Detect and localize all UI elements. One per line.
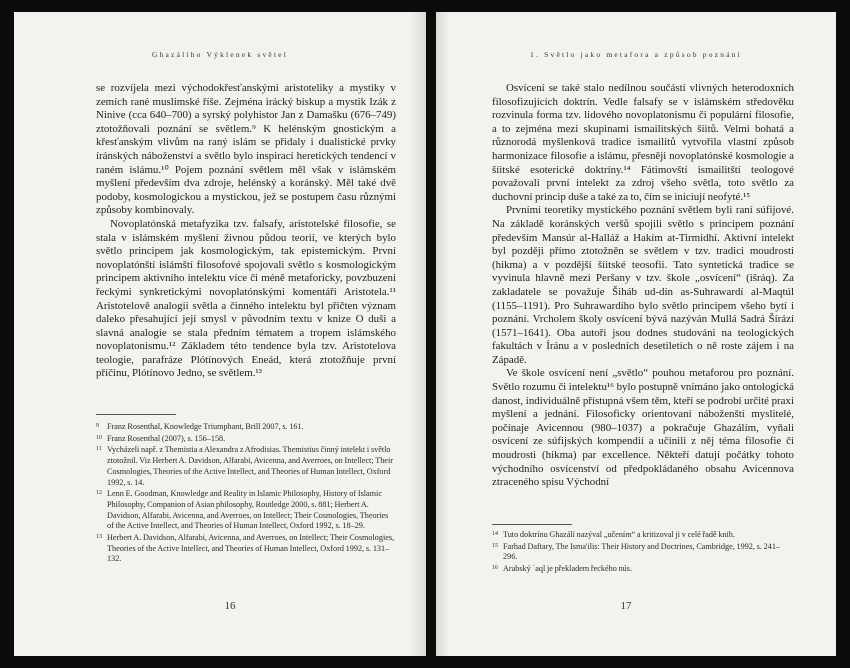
paragraph: Ve škole osvícení není „světlo“ pouhou metaforou pro poznání. Světlo rozumu či intelektu¹⁶ bylo postupně vnímáno jako ontologická danost, individuálně přístupná všem těm, kteří se podrobí určité praxi myšlení a jednání. Filosoficky orientovaní náboženští myslitelé, počínaje Avicennou (980–1037) a pokračuje Ghazálím, vyňali osvícení ze súfijských kompendií a učinili z něj téma filosofie či moudrosti (hikma) par excellence. Někteří datují počátky tohoto východního osvícenství od předpokládaného obsahu Avicennova ztraceného spisu Východní [492, 367, 794, 489]
gutter-shadow [436, 12, 450, 656]
footnote-rule [492, 524, 572, 525]
footnote-text: Franz Rosenthal, Knowledge Triumphant, Brill 2007, s. 161. [107, 422, 304, 431]
footnote-number: 14 [492, 531, 498, 537]
footnote-number: 13 [96, 534, 102, 541]
right-page [436, 12, 836, 656]
running-head: 1. Světlo jako metafora a způsob poznání [530, 50, 742, 59]
footnote-number: 10 [96, 434, 102, 441]
page-number: 17 [620, 600, 632, 612]
left-page [14, 12, 426, 656]
footnote-text: Franz Rosenthal (2007), s. 156–158. [107, 433, 226, 443]
paragraph: se rozvíjela mezi východokřesťanskými aristoteliky a mystiky v zemích rané muslimské říše. Zejména irácký biskup a mystik Izák z Ninive (cca 640–700) a syrský polyhistor Jan z Damašku (676–749) ztotožňovali poznání se světlem.⁹ K helénským gnostickým a křesťanským vlivům na raný islám se přidaly i dualistické prvky íránských náboženství a světlo bylo inspirací heretických tendencí v raném islámu.¹⁰ Pojem poznání světlem měl však v islámském myšlení především dva zdroje, helénský a koránský. Měl také dvě podoby, kosmologickou a mystickou, jež se postupem času různými způsoby kombinovaly. [96, 82, 396, 217]
footnote [492, 564, 794, 575]
footnotes [492, 530, 794, 576]
footnote-number: 12 [96, 490, 102, 497]
footnote [96, 533, 396, 565]
footnote-text: Tuto doktrínu Ghazálí nazýval „učením“ a kritizoval ji v celé řadě knih. [503, 530, 735, 539]
footnote-text: Lenn E. Goodman, Knowledge and Reality in Islamic Philosophy, History of Islamic Philosophy, Companion of Asian philosophy, Routledge 2000, s. 881; Herbert A. Davidson, Alfarabi, Avicenna, and Averroes, on Intellect; Their Cosmologies, Theories of the Active Intellect, and Theories of Human Intellect, Oxford 1992, s. 18–29. [107, 489, 389, 531]
footnote-text: Vycházeli např. z Themistia a Alexandra z Afrodisias. Themistius činný intelekt i světlo ztotožnil. Viz Herbert A. Davidson, Alfarabi, Avicenna, and Averroes, on Intellect; Their Cosmologies, Theories of the Active Intellect, and Theories of Human Intellect, Oxford 1992, s. 14. [107, 445, 393, 487]
page-number: 16 [224, 600, 236, 612]
footnote [96, 434, 396, 445]
paragraph: Prvními teoretiky mystického poznání světlem byli raní súfijové. Na základě koránských veršů spojili světlo s principem poznání především Mansúr al-Halláž a Hakím at-Tirmidhí. Aktivní intelekt byl později přímo ztotožněn se světlem v tzv. tradici moudrosti (hikma) a v pozdější šíitské teosofii. Tato syntetická tradice se vyvinula hlavně mezi Peršany v tzv. škole „osvícení“ (išráq). Za zakladatele se považuje Šiháb ud-dín as-Suhrawardí al-Maqtúl (1155–1191). Pro Suhrawardího bylo světlo principem všeho bytí i poznání. Vrcholem školy osvícení bývá nazýván Mullá Sadrá Šírází (1571–1641). Oba autoři jsou dodnes studováni na teologických fakultách v Íránu a v posledních desetiletích o ně roste zájem i na Západě. [492, 204, 794, 366]
footnote-number: 16 [492, 565, 498, 572]
body-text [96, 82, 396, 381]
footnote-text: Herbert A. Davidson, Alfarabi, Avicenna, and Averroes, on Intellect; Their Cosmologies, Theories of the Active Intellect, and Theories of Human Intellect, Oxford 1992, s. 131–132. [107, 533, 395, 564]
paragraph: Osvícení se také stalo nedílnou součástí vlivných heterodoxních filosofizujících doktrín. Vedle falsafy se v islámském středověku rozvinula forma tzv. lidového novoplatonismu či populární filosofie, a to zejména mezi skupinami ismailitských šíitů. Velmi bohatá a různorodá myšlenková tradice ismailitů vytvořila vlastní způsob harmonizace filosofie a islámu, přesněji novoplatónské kosmologie a šíitské esoterické doktríny.¹⁴ Fátimovští ismailitští teologové považovali první intelekt za zdroj všeho světla, toto světlo za duchovní princip duše a také za to, čím se iniciují neofyté.¹⁵ [492, 82, 794, 203]
footnote [96, 445, 396, 488]
paragraph: Novoplatónská metafyzika tzv. falsafy, aristotelské filosofie, se stala v islámském myšlení živnou půdou teorií, ve kterých bylo světlo principem jak kosmologickým, tak epistemickým. První novoplatónští islámští filosofové spojovali světlo s kosmologickým principem aktivního intelektu více či méně metaforicky, povzbuzeni řeckými synkretickými novoplatónskými komentáři Aristotela.¹¹ Aristotelově analogii světla a činného intelektu byl přičten význam daleko přesahující její smysl v původním textu v knize O duši a slavná analogie se stala předním tématem a tropem islámského novoplatonismu.¹² Základem této tendence byla tzv. Aristotelova teologie, parafráze Plótínových Eneád, která ztotožňuje první příčinu, Plótínovo Jedno, se světlem.¹³ [96, 217, 396, 380]
footnote-number: 15 [492, 542, 498, 549]
running-head: Ghazálího Výklenek světel [151, 50, 289, 59]
body-text [492, 82, 794, 490]
footnote-text: Arabský ʿaql je překladem řeckého nús. [503, 564, 632, 574]
footnote-text: Farhad Daftary, The Isma'ilis: Their History and Doctrines, Cambridge, 1992, s. 241–296. [503, 541, 781, 562]
footnote-number: 9 [96, 423, 99, 429]
footnote-rule [96, 414, 176, 415]
footnote [492, 530, 794, 541]
footnotes [96, 422, 396, 566]
footnote [492, 542, 794, 563]
footnote [96, 489, 396, 532]
footnote [96, 422, 396, 433]
footnote-number: 11 [96, 446, 102, 453]
gutter-shadow [410, 12, 426, 656]
